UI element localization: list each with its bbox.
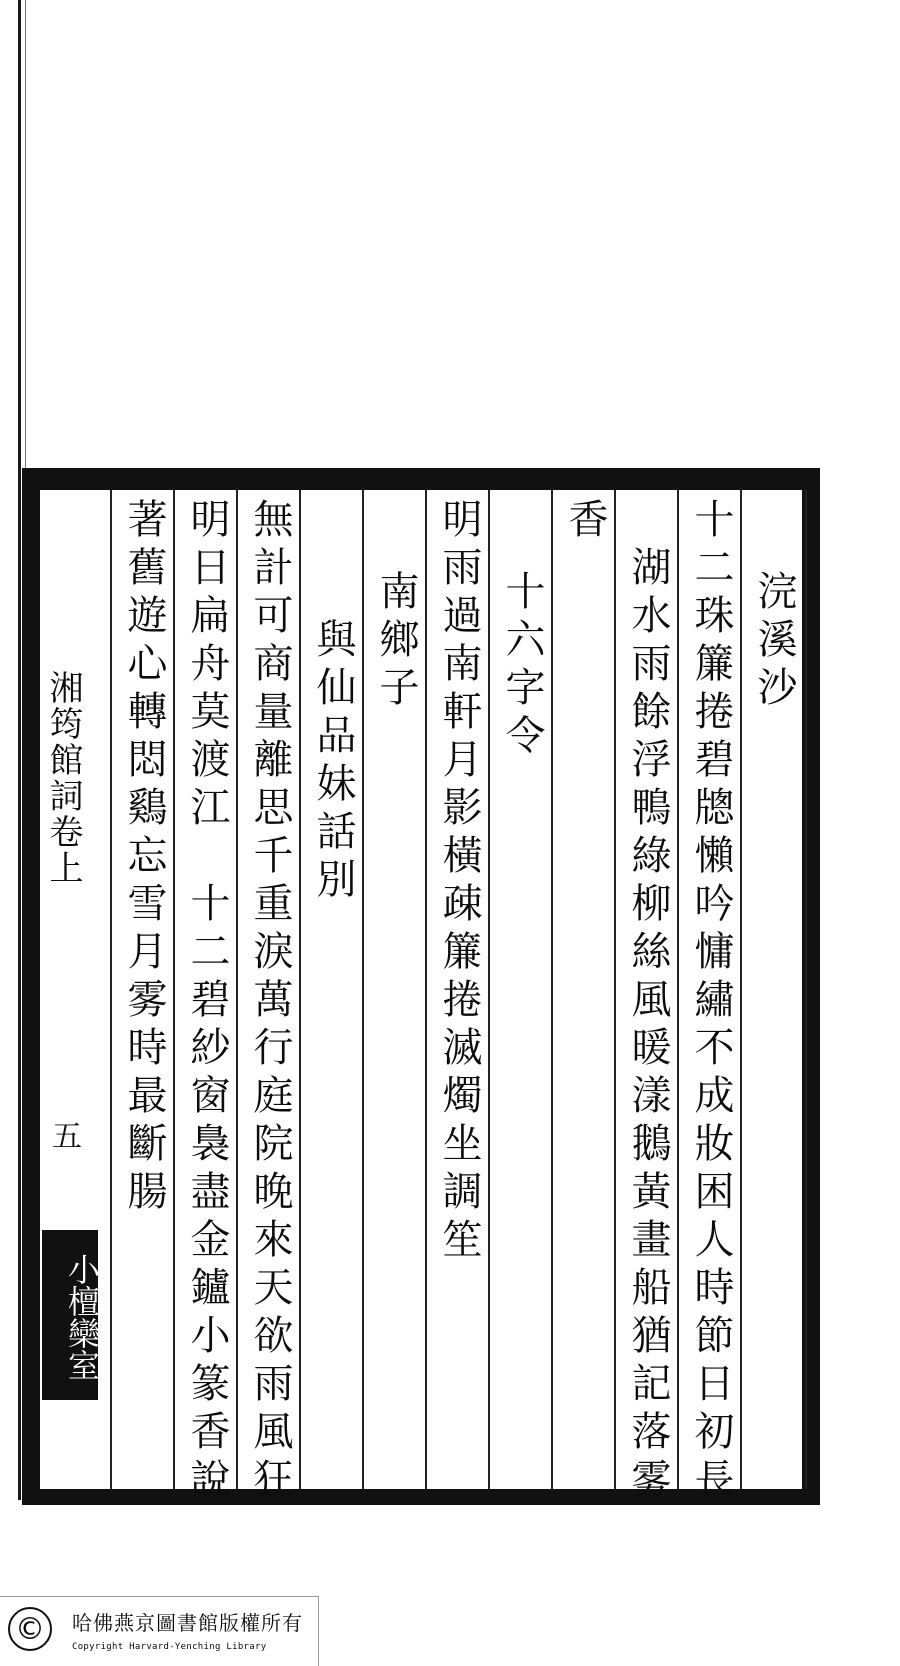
copyright-chinese: 哈佛燕京圖書館版權所有 xyxy=(72,1611,303,1635)
printed-block-frame xyxy=(22,468,820,1505)
text-column-4 xyxy=(551,490,616,1489)
banxin-strip xyxy=(40,490,101,1489)
text-column-11 xyxy=(110,490,175,1489)
ci-line: 明日扁舟莫渡江 十二碧紗窗裊盡金鑪小篆香說 xyxy=(184,498,230,1506)
ci-line: 明雨過南軒月影橫疎簾捲滅燭坐調笙 xyxy=(436,498,482,1266)
ci-title-huanxisha: 浣溪沙 xyxy=(751,570,797,714)
ci-subtitle: 與仙品妹話別 xyxy=(310,618,356,906)
ci-line: 湖水雨餘浮鴨綠柳絲風暖漾鵝黃畫船猶記落雾 xyxy=(625,546,671,1506)
text-column-5 xyxy=(488,490,553,1489)
ci-line: 十二珠簾捲碧牕懶吟慵繡不成妝困人時節日初長 xyxy=(688,498,734,1506)
banxin-title: 湘筠館詞卷上 xyxy=(43,670,83,886)
text-column-1 xyxy=(740,490,807,1489)
ci-line: 無計可商量離思千重淚萬行庭院晚來天欲雨風狂 xyxy=(247,498,293,1506)
text-column-10 xyxy=(173,490,238,1506)
banxin-studio-name: 小檀欒室 xyxy=(42,1230,98,1400)
ci-line: 著舊遊心轉悶鷄忘雪月雾時最斷腸 xyxy=(121,498,167,1218)
banxin-page-number: 五 xyxy=(46,1120,81,1150)
ci-title-shiliuziling: 十六字令 xyxy=(499,570,545,762)
book-spine-line xyxy=(18,0,21,1500)
ci-line: 香 xyxy=(562,498,608,546)
text-column-3 xyxy=(614,490,679,1506)
text-column-2 xyxy=(677,490,742,1506)
copyright-icon: © xyxy=(8,1607,52,1651)
text-column-7 xyxy=(362,490,427,1489)
text-column-9 xyxy=(236,490,301,1506)
text-column-8 xyxy=(299,490,364,1489)
copyright-stamp xyxy=(0,1596,319,1666)
ci-title-nanxiangzi: 南鄉子 xyxy=(373,570,419,714)
copyright-english: Copyright Harvard-Yenching Library xyxy=(72,1642,267,1652)
text-column-6 xyxy=(425,490,490,1489)
